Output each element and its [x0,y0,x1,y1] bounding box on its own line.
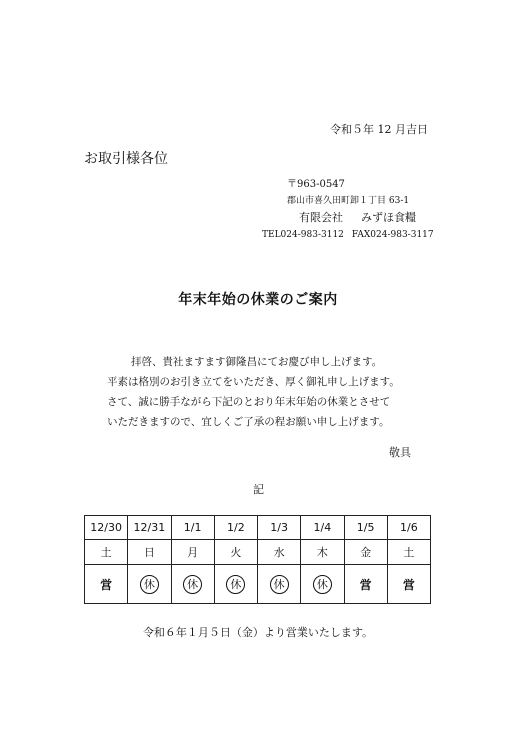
holiday-schedule-table [84,515,431,604]
sender-address: 郡山市喜久田町卸１丁目 63-1 [287,196,410,206]
schedule-date-cell: 1/6 [387,516,430,540]
closed-mark: 休 [226,575,245,594]
closed-mark: 休 [270,575,289,594]
schedule-date-cell: 1/1 [171,516,214,540]
schedule-status-cell [387,565,430,604]
body-line-4: いただきますので、宜しくご了承の程お願い申し上げます。 [107,416,390,428]
schedule-weekday-cell: 水 [258,540,301,565]
schedule-weekday-cell: 土 [85,540,128,565]
schedule-date-cell: 1/3 [258,516,301,540]
sender-company [299,209,416,225]
schedule-date-cell: 1/2 [214,516,257,540]
schedule-date-cell: 1/5 [344,516,387,540]
closed-mark: 休 [313,575,332,594]
company-type: 有限会社 [299,211,343,224]
schedule-status-cell [301,565,344,604]
schedule-status-cell [85,565,128,604]
schedule-status-cell [214,565,257,604]
sender-fax: FAX024-983-3117 [351,230,434,240]
open-mark: 営 [359,577,372,592]
schedule-status-cell [258,565,301,604]
schedule-weekday-row [85,540,431,565]
schedule-weekday-cell: 金 [344,540,387,565]
sender-contact [262,230,434,240]
body-line-3: さて、誠に勝手ながら下記のとおり年末年始の休業とさせて [107,396,391,408]
open-mark: 営 [100,577,113,592]
schedule-status-row [85,565,431,604]
schedule-status-cell [344,565,387,604]
schedule-date-row [85,516,431,540]
schedule-weekday-cell: 土 [387,540,430,565]
ki-heading: 記 [253,483,264,496]
addressee: お取引様各位 [84,151,168,167]
closed-mark: 休 [183,575,202,594]
schedule-date-cell: 1/4 [301,516,344,540]
sender-postal-code: 〒963-0547 [287,179,345,190]
schedule-date-cell: 12/30 [85,516,128,540]
open-mark: 営 [402,577,415,592]
sender-tel: TEL024-983-3112 [262,230,344,240]
schedule-status-cell [171,565,214,604]
document-title: 年末年始の休業のご案内 [178,292,338,308]
schedule-weekday-cell: 月 [171,540,214,565]
schedule-weekday-cell: 日 [128,540,171,565]
closed-mark: 休 [140,575,159,594]
closing-word: 敬具 [389,446,411,459]
schedule-weekday-cell: 火 [214,540,257,565]
schedule-date-cell: 12/31 [128,516,171,540]
reopen-notice: 令和６年１月５日（金）より営業いたします。 [142,626,374,639]
body-line-2: 平素は格別のお引き立てをいただき、厚く御礼申し上げます。 [107,376,400,388]
schedule-weekday-cell: 木 [301,540,344,565]
document-date: 令和５年 12 月吉日 [330,123,428,136]
body-line-1: 拝啓、貴社ますます御隆昌にてお慶び申し上げます。 [131,356,383,368]
company-name: みずほ食糧 [361,211,416,224]
schedule-status-cell [128,565,171,604]
